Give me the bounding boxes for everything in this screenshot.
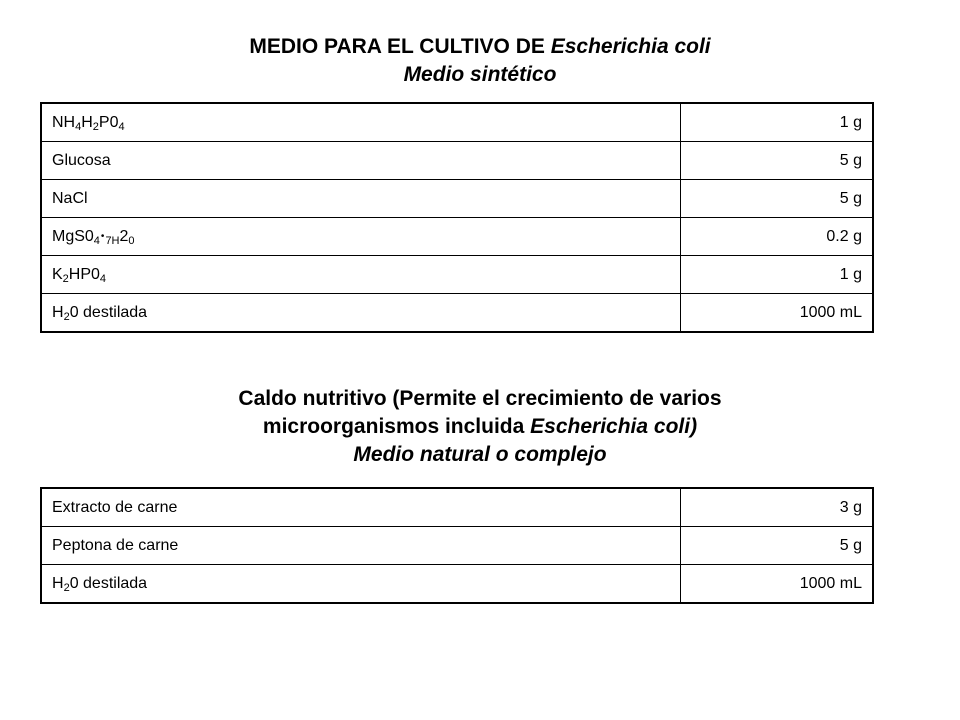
formula-subscript: 4: [75, 120, 82, 133]
synthetic-medium-table: [40, 102, 874, 333]
hydrate-dot: •: [100, 230, 105, 242]
formula-subscript: 2: [63, 581, 70, 594]
formula-subscript: 2: [63, 310, 70, 323]
table-row: [41, 294, 873, 333]
amount-cell: 1000 mL: [681, 294, 874, 333]
ingredient-cell: [41, 142, 681, 180]
table-row: [41, 565, 873, 604]
amount-cell: 1 g: [681, 256, 874, 294]
amount-cell: 1 g: [681, 103, 874, 142]
ingredient-cell: [41, 180, 681, 218]
section1-title-organism: Escherichia coli: [550, 35, 711, 58]
section2-subtitle-text: Medio natural o complejo: [353, 443, 607, 466]
amount-cell: 5 g: [681, 527, 874, 565]
nutrient-broth-rows: [41, 488, 873, 603]
formula-text: MgS0: [52, 227, 94, 245]
formula-text: 0 destilada: [69, 303, 148, 321]
formula-text: Glucosa: [52, 151, 111, 169]
formula-subscript: 0: [128, 234, 135, 247]
ingredient-cell: [41, 488, 681, 527]
ingredient-cell: [41, 565, 681, 604]
formula-text: H: [52, 574, 64, 592]
section1-title: [0, 33, 960, 89]
section1-subtitle-text: Medio sintético: [403, 63, 557, 86]
nutrient-broth-table: [40, 487, 874, 604]
section1-title-line1: [0, 33, 960, 61]
formula-text: P0: [98, 113, 119, 131]
table-row: [41, 527, 873, 565]
table-row: [41, 103, 873, 142]
amount-cell: 5 g: [681, 142, 874, 180]
ingredient-cell: [41, 103, 681, 142]
section2-title-organism: Escherichia coli): [530, 415, 698, 438]
table-row: [41, 256, 873, 294]
ingredient-cell: [41, 527, 681, 565]
section2-title-line2: [0, 413, 960, 441]
amount-cell: 5 g: [681, 180, 874, 218]
table-row: [41, 142, 873, 180]
formula-subscript: 4: [99, 272, 107, 285]
formula-text: NaCl: [52, 189, 88, 207]
formula-text: Peptona de carne: [52, 536, 179, 554]
amount-cell: 3 g: [681, 488, 874, 527]
formula-subscript: 2: [92, 120, 99, 133]
formula-text: Extracto de carne: [52, 498, 178, 516]
formula-text: H: [81, 113, 93, 131]
formula-subscript: 4: [118, 120, 125, 133]
section2-subtitle: [0, 441, 960, 469]
formula-text: NH: [52, 113, 76, 131]
formula-subscript: 2: [62, 272, 69, 285]
amount-cell: 0.2 g: [681, 218, 874, 256]
formula-text: HP0: [68, 265, 100, 283]
synthetic-medium-rows: [41, 103, 873, 332]
section1-title-plain: MEDIO PARA EL CULTIVO DE: [249, 35, 551, 58]
section2-title-line2-plain: microorganismos incluida: [262, 415, 531, 438]
formula-text: 0 destilada: [69, 574, 148, 592]
formula-text: 2: [119, 227, 129, 245]
amount-cell: 1000 mL: [681, 565, 874, 604]
section1-subtitle: [0, 61, 960, 89]
formula-subscript: 7H: [105, 234, 120, 247]
formula-subscript: 4: [93, 234, 100, 247]
table-row: [41, 180, 873, 218]
section2-title-line1: Caldo nutritivo (Permite el crecimiento de varios: [238, 387, 722, 410]
ingredient-cell: [41, 294, 681, 333]
section2-title: [0, 385, 960, 469]
formula-text: K: [52, 265, 63, 283]
formula-text: H: [52, 303, 64, 321]
ingredient-cell: [41, 218, 681, 256]
table-row: [41, 218, 873, 256]
ingredient-cell: [41, 256, 681, 294]
table-row: [41, 488, 873, 527]
